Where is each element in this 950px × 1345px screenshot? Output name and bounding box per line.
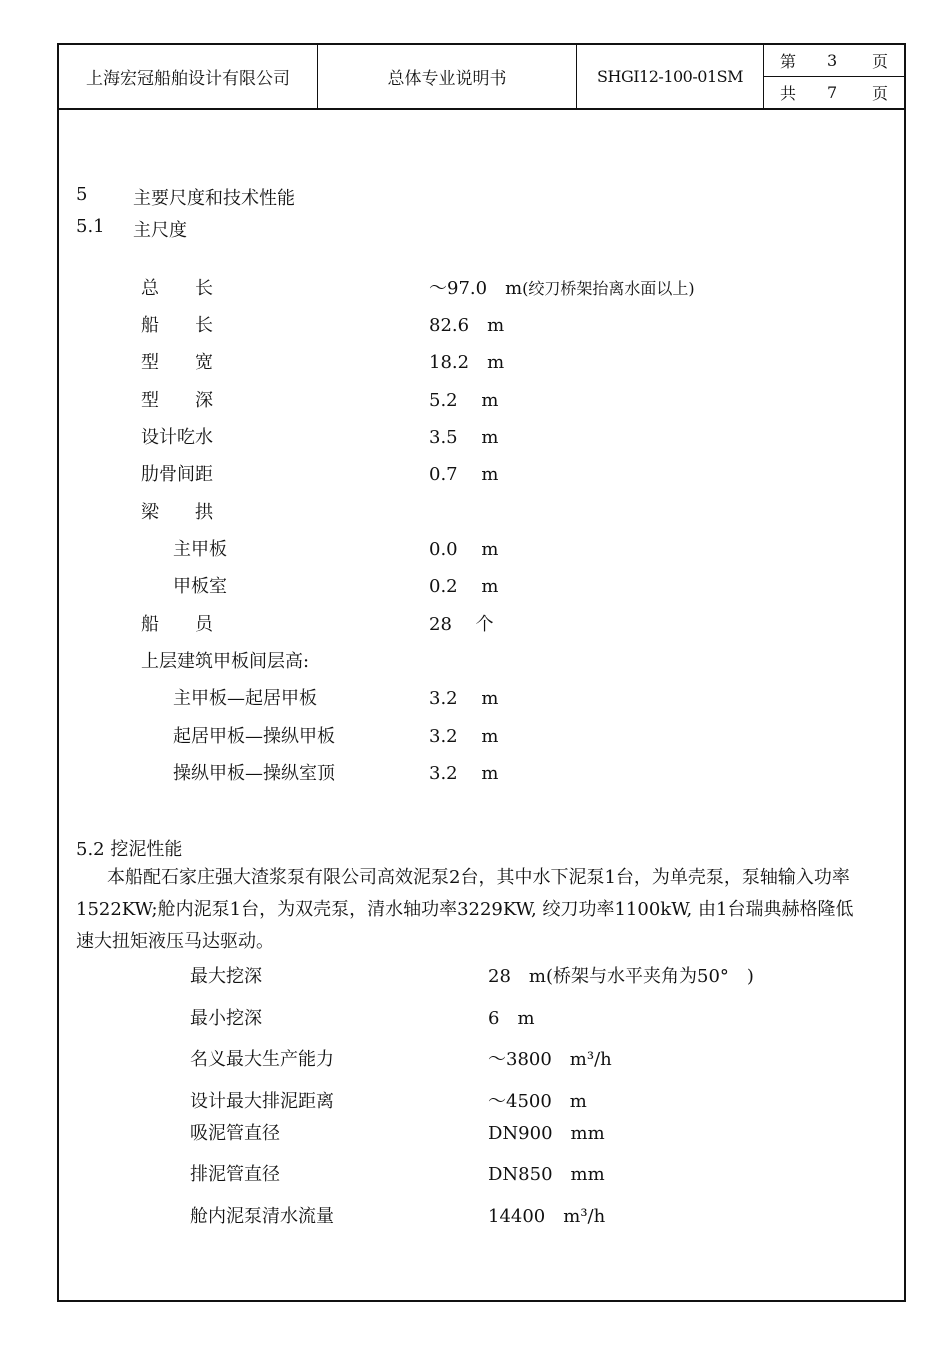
- dim-sublabel: 主甲板—起居甲板: [173, 688, 317, 709]
- dredge-value: 28 m(桥架与水平夹角为50° ): [488, 966, 754, 987]
- document-code: SHGI12-100-01SM: [577, 45, 764, 108]
- document-title: 总体专业说明书: [318, 45, 577, 108]
- total-label: 共: [780, 84, 797, 103]
- dim-sublabel: 主甲板: [173, 539, 227, 560]
- dim-label: 肋骨间距: [141, 464, 213, 485]
- dim-value: 0.2 m: [429, 576, 499, 597]
- dim-label: 船 员: [141, 614, 213, 635]
- section-5-2-heading: 5.2 挖泥性能: [76, 839, 183, 860]
- dim-value: 0.7 m: [429, 464, 499, 485]
- total-pages-row: [764, 77, 904, 108]
- dim-value: 5.2 m: [429, 390, 499, 411]
- dim-value: 3.2 m: [429, 688, 499, 709]
- dredge-label: 最大挖深: [190, 966, 262, 987]
- page-number-row: [764, 45, 904, 77]
- dim-value: 18.2 m: [429, 352, 505, 373]
- page-number: 3: [827, 51, 838, 70]
- dredge-label: 舱内泥泵清水流量: [190, 1206, 334, 1227]
- dim-note: (绞刀桥架抬离水面以上): [522, 279, 695, 298]
- dredge-label: 吸泥管直径: [190, 1123, 280, 1144]
- page-unit: 页: [872, 52, 889, 71]
- page-counter: [764, 45, 904, 108]
- page-label: 第: [780, 52, 797, 71]
- dredge-value: 14400 m³/h: [488, 1206, 606, 1227]
- dredge-label: 排泥管直径: [190, 1164, 280, 1185]
- dredge-label: 设计最大排泥距离: [190, 1091, 334, 1112]
- dim-label: 型 深: [141, 390, 213, 411]
- dim-value: 28 个: [429, 614, 494, 635]
- dim-label: 设计吃水: [141, 427, 213, 448]
- dredge-value: 6 m: [488, 1008, 535, 1029]
- dim-sublabel: 起居甲板—操纵甲板: [173, 726, 335, 747]
- section-5-1-number: 5.1: [76, 216, 105, 237]
- dredge-value: ～3800 m³/h: [488, 1049, 612, 1070]
- dim-label: 船 长: [141, 315, 213, 336]
- section-5-1-title: 主尺度: [133, 220, 187, 241]
- dim-value: 0.0 m: [429, 539, 499, 560]
- dredge-value: ～4500 m: [488, 1091, 587, 1112]
- dredge-label: 最小挖深: [190, 1008, 262, 1029]
- dredge-value: DN900 mm: [488, 1123, 605, 1144]
- section-5-number: 5: [76, 184, 88, 205]
- dim-label: 总 长: [141, 278, 213, 299]
- dim-value: 3.5 m: [429, 427, 499, 448]
- total-unit: 页: [872, 84, 889, 103]
- dredge-label: 名义最大生产能力: [190, 1049, 334, 1070]
- dim-label: 梁 拱: [141, 502, 213, 523]
- dim-label: 上层建筑甲板间层高:: [141, 651, 310, 672]
- company-name: 上海宏冠船舶设计有限公司: [59, 45, 318, 108]
- dim-label: 型 宽: [141, 352, 213, 373]
- dim-value: 82.6 m: [429, 315, 505, 336]
- title-block: [59, 45, 904, 110]
- dim-value: 3.2 m: [429, 726, 499, 747]
- section-5-title: 主要尺度和技术性能: [133, 188, 295, 209]
- dim-sublabel: 甲板室: [173, 576, 227, 597]
- dim-sublabel: 操纵甲板—操纵室顶: [173, 763, 335, 784]
- dredge-value: DN850 mm: [488, 1164, 605, 1185]
- dredging-description: 本船配石家庄强大渣浆泵有限公司高效泥泵2台，其中水下泥泵1台，为单壳泵，泵轴输入功率1522KW;舱内泥泵1台，为双壳泵，清水轴功率3229KW, 绞刀功率1100kW, 由1台瑞典赫格隆低速大扭矩液压马达驱动。: [76, 867, 854, 952]
- dim-value: 3.2 m: [429, 763, 499, 784]
- total-pages: 7: [827, 83, 838, 102]
- dim-value: ～97.0 m(绞刀桥架抬离水面以上): [429, 278, 695, 299]
